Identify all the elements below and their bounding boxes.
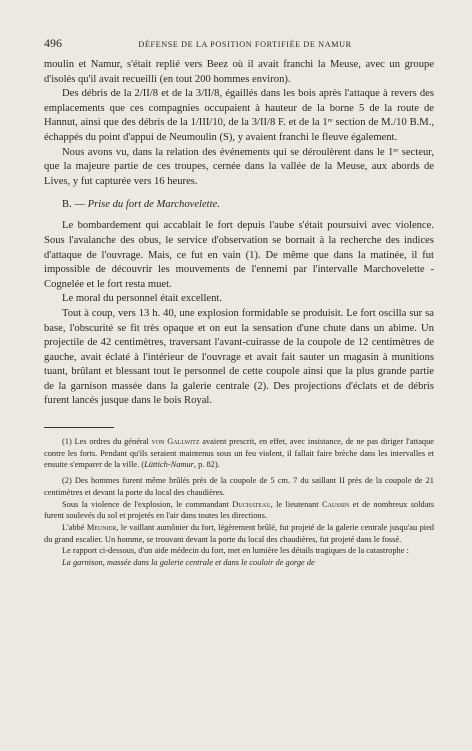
person-name: von Gallwitz [151,437,200,447]
footnote-text: L'abbé [62,522,85,532]
paragraph: Des débris de la 2/II/8 et de la 3/II/8, égaillés dans les bois après l'attaque à revers des emplacements que ces compagnies occupaient à hauteur de la borne 5 de la route de Hannut, ainsi que des débris de la 1/III/10, de la 3/II/8 F. et de la 1ʳᵉ section de M./10 B.M., échappés du point d'appui de Neumoulin (S), y avaient franchi le fleuve également. [44,88,434,143]
paragraph: Le moral du personnel était excellent. [62,293,223,305]
page-header [44,36,434,58]
footnotes [44,436,434,569]
footnote-2: (2) Des hommes furent même brûlés près de la coupole de 5 cm. 7 du saillant II près de la coupole de 21 centimètres et devant la porte du local des chaudières. [44,476,434,497]
footnote-text: avaient prescrit, en effet, avec insistance, de ne pas diriger l'attaque contre les forts. Pendant qu'ils seraient maintenus sous un feu violent, il fallait faire brèche dans les intervalles et ensuite s'emparer de la ville. ( [44,437,435,470]
quoted-report: La garnison, massée dans la galerie centrale et dans le couloir de gorge de [62,558,315,568]
footnote-paragraph [44,499,434,522]
footnote-paragraph: Le rapport ci-dessous, d'un aide médecin du fort, met en lumière les détails tragiques de la catastrophe : [62,546,409,556]
person-name: Duchateau [232,499,271,509]
footnote-text: , p. 82). [193,460,220,470]
subheading-title: Prise du fort de Marchovelette. [87,199,220,211]
footnote-paragraph [44,522,434,545]
person-name: Meunier [86,522,117,532]
footnote-quote [44,557,434,569]
paragraph: Nous avons vu, dans la relation des événements qui se déroulèrent dans le 1ᵉʳ secteur, que la majeure partie de ces troupes, cernée dans la vallée de la Meuse, aux abords de Lives, y fut capturée vers 16 heures. [44,146,434,187]
person-name: Caussin [321,499,350,509]
paragraph: Le bombardement qui accablait le fort depuis l'aube s'était poursuivi avec violence. Sous l'avalanche des obus, le service d'observation se bornait à la recherche des indices d'attaque de l'ouvrage. Mais, ce fut en vain (1). De même que dans la matinée, il fut impossible de découvrir les mouvements de l'ennemi par l'intervalle Marchovelette - Cognelée et le fort resta muet. [44,220,434,290]
footnote-text: et de nombreux soldats furent soulevés du sol et projetés en l'air dans toutes les directions. [44,499,435,521]
section-subheading [62,199,434,210]
footnote-1 [44,436,434,471]
paragraph-continuation: moulin et Namur, s'était replié vers Beez où il avait franchi la Meuse, avec un groupe d'isolés qu'il avait recueilli (en tout 200 hommes environ). [44,59,434,85]
footnote-text: Sous la violence de l'explosion, le commandant [62,499,229,509]
footnote-divider [44,427,114,428]
paragraph: Tout à coup, vers 13 h. 40, une explosion formidable se produisit. Le fort oscilla sur sa base, l'obscurité se fit très opaque et on eut la sensation d'une chute dans un abime. Un projectile de 42 centimètres, traversant l'avant-cuirasse de la coupole de 12 centimètres de gauche, avait éclaté à l'intérieur de l'ouvrage et avait fait sauter un magasin à munitions tuant, brûlant et blessant tout le personnel de cette coupole ainsi que la plus grande partie de la garnison massée dans la galerie centrale (2). Des projections d'éclats et de débris furent lancés jusque dans le bois Royal. [44,307,434,407]
page-number: 496 [44,36,62,50]
footnote-text: , le lieutenant [270,499,319,509]
running-title: DÉFENSE DE LA POSITION FORTIFIÉE DE NAMUR [138,40,352,49]
footnote-text: (1) Les ordres du général [62,437,149,447]
body-text [44,58,434,409]
subheading-letter: B. — [62,199,85,211]
citation-title: Lüttich-Namur [144,460,194,470]
footnote-text: , le vaillant aumônier du fort, légèrement brûlé, fut projeté de la galerie centrale jusqu'au pied du grand escalier. Un homme, se trouvant devant la porte du local des chaudières, fut projeté dans le fossé. [44,522,434,544]
